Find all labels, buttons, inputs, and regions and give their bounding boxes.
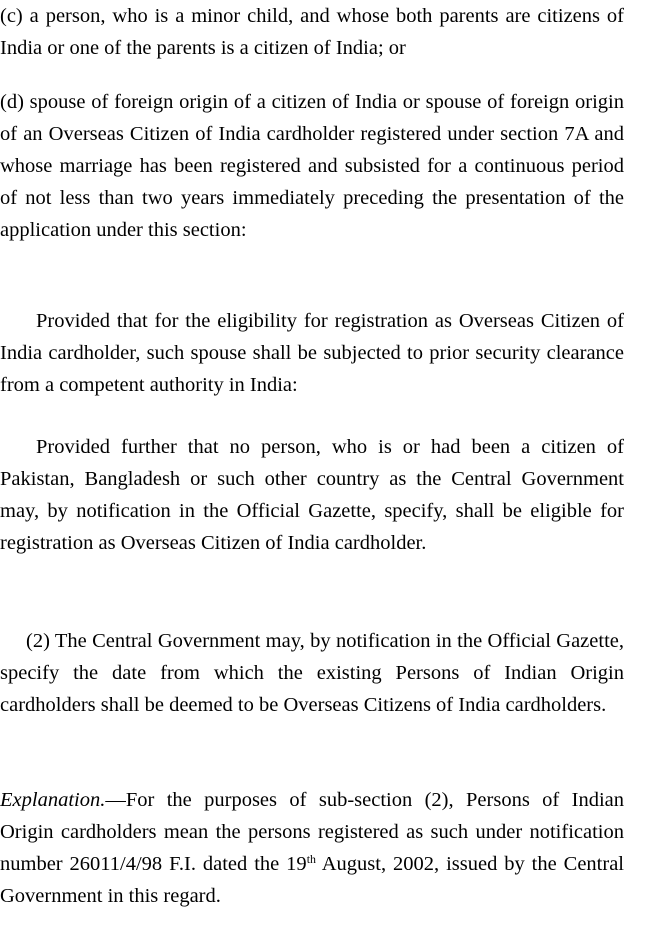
subsection-2: (2) The Central Government may, by notification in the Official Gazette, specify the date from which the existing Persons of Indian Origin cardholders shall be deemed to be Overseas Citizens of India cardholders. — [0, 630, 624, 716]
clause-d: (d) spouse of foreign origin of a citizen of India or spouse of foreign origin of an Overseas Citizen of India cardholder registered under section 7A and whose marriage has been registered and subsisted for a continuous period of not less than two years immediately preceding the presentation of the application under this section: — [0, 91, 624, 241]
clause-c: (c) a person, who is a minor child, and whose both parents are citizens of India or one of the parents is a citizen of India; or — [0, 5, 624, 59]
proviso-1: Provided that for the eligibility for registration as Overseas Citizen of India cardholder, such spouse shall be subjected to prior security clearance from a competent authority in India: — [0, 310, 624, 396]
proviso-2: Provided further that no person, who is or had been a citizen of Pakistan, Bangladesh or such other country as the Central Government may, by notification in the Official Gazette, specify, shall be eligible for registration as Overseas Citizen of India cardholder. — [0, 436, 624, 554]
explanation-paragraph — [0, 784, 624, 912]
explanation-label: Explanation. — [0, 789, 106, 811]
ordinal-suffix: th — [306, 852, 316, 867]
explanation-text-end: August, 2002, issued by the Central Government in this regard. — [0, 853, 624, 907]
explanation-text: —For the purposes of sub-section (2), Persons of Indian Origin cardholders mean the persons registered as such under notification number 26011/4/98 F.I. dated the 19 — [0, 789, 624, 875]
